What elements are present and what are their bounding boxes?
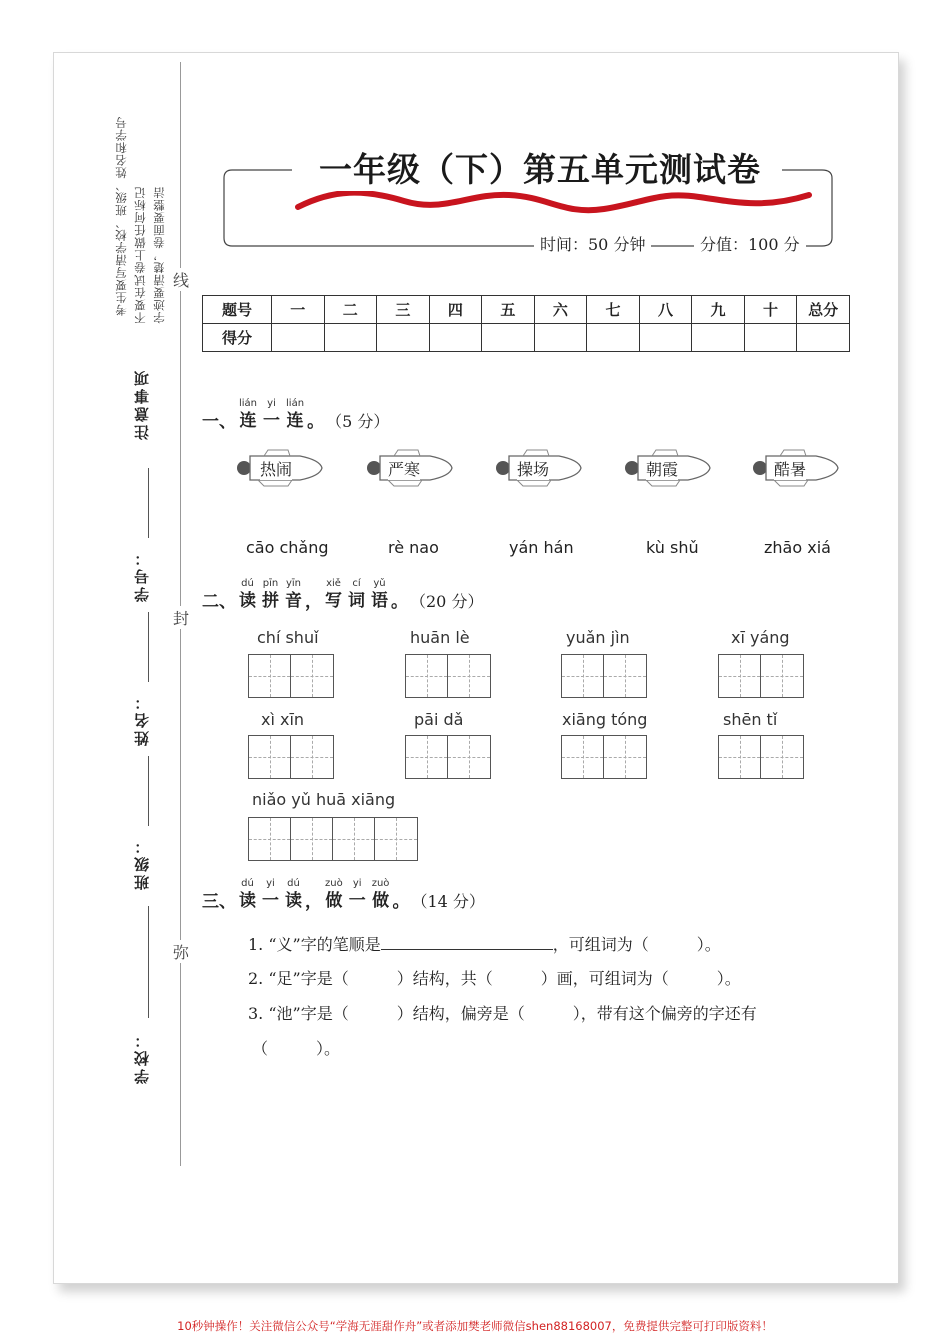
ruby-pinyin: yǔ	[373, 578, 386, 589]
cut-mark-line: 线	[173, 268, 189, 291]
field-class: 班级：	[133, 836, 151, 890]
ruby-pinyin: dú	[241, 878, 254, 889]
ruby-pinyin: dú	[241, 578, 254, 589]
question-1-prefix: 1. “义”字的笔顺是	[248, 935, 381, 954]
question-2: 2. “足”字是（ ）结构，共（ ）画，可组词为（ ）。	[248, 969, 741, 988]
score-cell[interactable]	[429, 324, 482, 352]
ruby-char: 一	[262, 891, 279, 911]
question-3-continued: （ ）。	[252, 1039, 341, 1058]
score-table-col: 三	[377, 296, 430, 324]
section-2-heading	[202, 578, 483, 612]
score-cell[interactable]	[587, 324, 640, 352]
rocket-word: 朝霞	[646, 457, 678, 480]
section-number: 三、	[202, 892, 236, 912]
rocket-word-card[interactable]	[234, 448, 326, 488]
pinyin-option[interactable]: cāo chǎng	[246, 538, 329, 557]
ruby-char: 一	[263, 411, 281, 431]
score-table-col: 七	[587, 296, 640, 324]
page-title: 一年级（下）第五单元测试卷	[300, 144, 780, 191]
tianzige-grid[interactable]	[405, 654, 491, 698]
score-table-col: 八	[639, 296, 692, 324]
write-item-pinyin: shēn tǐ	[723, 710, 778, 729]
stroke-order-blank[interactable]	[381, 935, 553, 950]
ruby-char: 做	[372, 891, 390, 911]
margin-note-2: 不要在试卷上做任何标记	[133, 186, 147, 324]
ruby-char: 做	[325, 891, 343, 911]
score-table-col: 六	[534, 296, 587, 324]
cut-mark-mi: 弥	[173, 940, 189, 963]
score-table	[202, 295, 850, 352]
ruby-pinyin: dú	[287, 878, 300, 889]
score-cell[interactable]	[324, 324, 377, 352]
margin-note-1: 考生要写清学校、班级、姓名和学号	[114, 116, 128, 316]
section-points: （14 分）	[419, 892, 485, 911]
score-cell[interactable]	[272, 324, 325, 352]
score-table-col: 四	[429, 296, 482, 324]
write-item-pinyin: xì xīn	[261, 710, 305, 729]
margin-note-3: 字迹要清楚，卷面要整洁	[152, 186, 166, 324]
section-comma: ，	[305, 892, 322, 912]
tianzige-grid[interactable]	[248, 735, 334, 779]
tianzige-grid[interactable]	[718, 735, 804, 779]
score-cell[interactable]	[639, 324, 692, 352]
rocket-word-card[interactable]	[364, 448, 456, 488]
score-cell[interactable]	[534, 324, 587, 352]
score-cell[interactable]	[692, 324, 745, 352]
ruby-pinyin: yi	[267, 398, 276, 409]
pinyin-option[interactable]: yán hán	[509, 538, 574, 557]
tianzige-grid[interactable]	[561, 735, 647, 779]
score-cell[interactable]	[482, 324, 535, 352]
score-cell[interactable]	[797, 324, 850, 352]
rocket-word: 操场	[517, 457, 549, 480]
tianzige-grid[interactable]	[248, 817, 418, 861]
field-class-line[interactable]	[148, 756, 149, 826]
ruby-char: 音	[285, 591, 302, 611]
ruby-char: 连	[239, 411, 257, 431]
time-limit: 时间：50 分钟	[534, 232, 651, 255]
ruby-char: 一	[348, 891, 366, 911]
section-number: 二、	[202, 592, 236, 612]
total-score: 分值：100 分	[694, 232, 806, 255]
rocket-word: 热闹	[260, 457, 292, 480]
ruby-pinyin: yi	[266, 878, 275, 889]
ruby-pinyin: yīn	[285, 578, 302, 589]
ruby-pinyin: zuò	[371, 878, 390, 889]
ruby-pinyin: lián	[239, 398, 258, 409]
ruby-char: 连	[286, 411, 304, 431]
tianzige-grid[interactable]	[248, 654, 334, 698]
pinyin-option[interactable]: rè nao	[388, 538, 439, 557]
ruby-pinyin: cí	[352, 578, 361, 589]
rocket-word-card[interactable]	[493, 448, 585, 488]
write-item-pinyin: pāi dǎ	[414, 710, 464, 729]
write-item-pinyin: huān lè	[410, 628, 470, 647]
score-cell[interactable]	[377, 324, 430, 352]
ruby-char: 词	[348, 591, 365, 611]
ruby-char: 读	[285, 891, 302, 911]
write-item-pinyin: xī yáng	[731, 628, 790, 647]
score-table-row-label: 题号	[203, 296, 272, 324]
score-table-row-label: 得分	[203, 324, 272, 352]
notes-label: 注意事项	[133, 368, 151, 440]
pinyin-option[interactable]: zhāo xiá	[764, 538, 831, 557]
ruby-pinyin: yi	[352, 878, 362, 889]
ruby-char: 拼	[262, 591, 279, 611]
footer-promo: 10秒钟操作！关注微信公众号“学海无涯甜作舟”或者添加樊老师微信shen88168007，免费提供完整可打印版资料！	[177, 1319, 773, 1333]
question-1	[248, 932, 721, 955]
score-table-col: 十	[744, 296, 797, 324]
field-student-id-line[interactable]	[148, 468, 149, 538]
tianzige-grid[interactable]	[718, 654, 804, 698]
tianzige-grid[interactable]	[561, 654, 647, 698]
ruby-char: 读	[239, 591, 256, 611]
write-item-pinyin: niǎo yǔ huā xiāng	[252, 790, 396, 809]
score-cell[interactable]	[744, 324, 797, 352]
score-table-col: 九	[692, 296, 745, 324]
rocket-word: 严寒	[388, 457, 420, 480]
score-table-col: 二	[324, 296, 377, 324]
field-school: 学校：	[133, 1030, 151, 1084]
ruby-char: 语	[371, 591, 388, 611]
section-period: 。	[391, 592, 408, 612]
question-1-suffix: ，可组词为（ ）。	[552, 935, 721, 954]
rocket-word-card[interactable]	[750, 448, 842, 488]
pinyin-option[interactable]: kù shǔ	[646, 538, 699, 557]
ruby-char: 读	[239, 891, 256, 911]
section-3-heading	[202, 878, 485, 912]
field-school-line[interactable]	[148, 906, 149, 1018]
ruby-pinyin: lián	[286, 398, 305, 409]
section-number: 一、	[202, 412, 236, 432]
section-period: 。	[392, 892, 410, 912]
score-table-col: 一	[272, 296, 325, 324]
write-item-pinyin: chí shuǐ	[257, 628, 319, 647]
section-period: 。	[307, 412, 325, 432]
score-table-col: 五	[482, 296, 535, 324]
section-points: （20 分）	[418, 592, 484, 611]
section-comma: ，	[305, 592, 322, 612]
ruby-pinyin: pīn	[262, 578, 279, 589]
field-name: 姓名：	[133, 692, 151, 746]
rocket-word: 酷暑	[774, 457, 806, 480]
tianzige-grid[interactable]	[405, 735, 491, 779]
ruby-char: 写	[325, 591, 342, 611]
field-name-line[interactable]	[148, 612, 149, 682]
write-item-pinyin: yuǎn jìn	[566, 628, 630, 647]
question-3: 3. “池”字是（ ）结构，偏旁是（ ），带有这个偏旁的字还有	[248, 1004, 757, 1023]
score-table-score-row	[203, 324, 850, 352]
score-table-col: 总分	[797, 296, 850, 324]
field-student-id: 学号：	[133, 548, 151, 602]
ruby-pinyin: xiě	[326, 578, 341, 589]
section-1-heading	[202, 398, 389, 432]
cut-mark-seal: 封	[173, 606, 189, 629]
section-points: （5 分）	[334, 412, 390, 431]
score-table-header-row	[203, 296, 850, 324]
ruby-pinyin: zuò	[325, 878, 343, 889]
rocket-word-card[interactable]	[622, 448, 714, 488]
write-item-pinyin: xiāng tóng	[562, 710, 648, 729]
